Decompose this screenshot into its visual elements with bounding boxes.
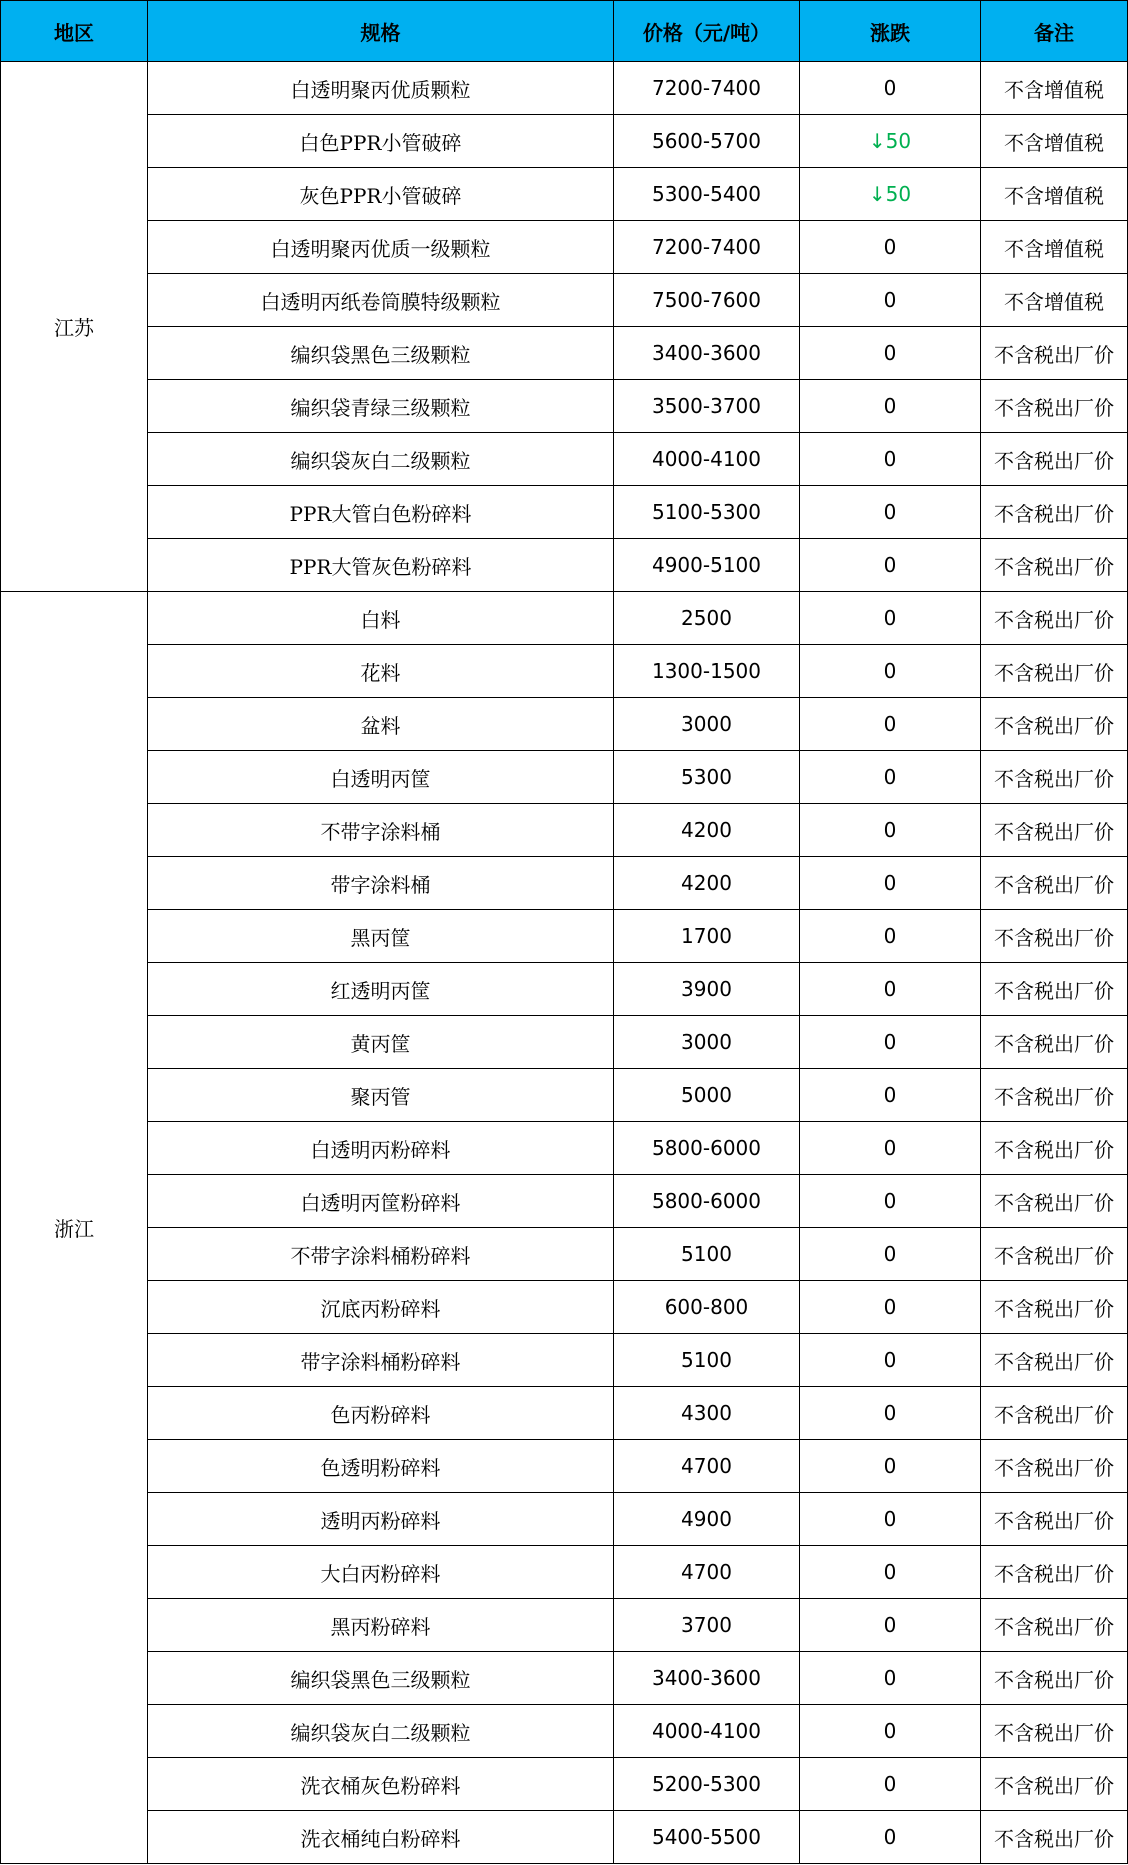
change-cell: 0 bbox=[800, 804, 981, 857]
table-row bbox=[1, 698, 1128, 751]
header-note: 备注 bbox=[981, 1, 1128, 62]
note-cell: 不含税出厂价 bbox=[981, 1387, 1128, 1440]
header-row bbox=[1, 1, 1128, 62]
table-row bbox=[1, 1387, 1128, 1440]
table-row bbox=[1, 274, 1128, 327]
note-cell: 不含增值税 bbox=[981, 221, 1128, 274]
region-cell: 浙江 bbox=[1, 592, 148, 1864]
table-row bbox=[1, 592, 1128, 645]
price-cell: 5800-6000 bbox=[614, 1175, 800, 1228]
table-row bbox=[1, 115, 1128, 168]
table-row bbox=[1, 486, 1128, 539]
change-cell: 0 bbox=[800, 1705, 981, 1758]
spec-cell: 红透明丙筐 bbox=[148, 963, 614, 1016]
change-cell: 0 bbox=[800, 1440, 981, 1493]
change-cell: 0 bbox=[800, 380, 981, 433]
price-cell: 4700 bbox=[614, 1440, 800, 1493]
note-cell: 不含税出厂价 bbox=[981, 963, 1128, 1016]
note-cell: 不含税出厂价 bbox=[981, 804, 1128, 857]
spec-cell: 编织袋黑色三级颗粒 bbox=[148, 327, 614, 380]
price-cell: 7200-7400 bbox=[614, 221, 800, 274]
price-cell: 3900 bbox=[614, 963, 800, 1016]
change-cell: 0 bbox=[800, 857, 981, 910]
note-cell: 不含税出厂价 bbox=[981, 1069, 1128, 1122]
note-cell: 不含税出厂价 bbox=[981, 1652, 1128, 1705]
spec-cell: 白透明丙粉碎料 bbox=[148, 1122, 614, 1175]
price-cell: 3000 bbox=[614, 1016, 800, 1069]
table-row bbox=[1, 327, 1128, 380]
header-region: 地区 bbox=[1, 1, 148, 62]
spec-cell: 不带字涂料桶粉碎料 bbox=[148, 1228, 614, 1281]
price-cell: 5600-5700 bbox=[614, 115, 800, 168]
table-row bbox=[1, 539, 1128, 592]
table-row bbox=[1, 963, 1128, 1016]
change-cell: 0 bbox=[800, 62, 981, 115]
table-row bbox=[1, 1705, 1128, 1758]
table-row bbox=[1, 1811, 1128, 1864]
note-cell: 不含税出厂价 bbox=[981, 433, 1128, 486]
spec-cell: 灰色PPR小管破碎 bbox=[148, 168, 614, 221]
table-row bbox=[1, 1122, 1128, 1175]
change-cell: 0 bbox=[800, 1758, 981, 1811]
spec-cell: 编织袋黑色三级颗粒 bbox=[148, 1652, 614, 1705]
table-row bbox=[1, 910, 1128, 963]
change-cell: 0 bbox=[800, 963, 981, 1016]
spec-cell: PPR大管灰色粉碎料 bbox=[148, 539, 614, 592]
note-cell: 不含增值税 bbox=[981, 115, 1128, 168]
price-cell: 5300-5400 bbox=[614, 168, 800, 221]
change-cell: 0 bbox=[800, 1069, 981, 1122]
spec-cell: 带字涂料桶 bbox=[148, 857, 614, 910]
spec-cell: 白料 bbox=[148, 592, 614, 645]
spec-cell: 花料 bbox=[148, 645, 614, 698]
price-cell: 600-800 bbox=[614, 1281, 800, 1334]
price-cell: 4200 bbox=[614, 857, 800, 910]
note-cell: 不含税出厂价 bbox=[981, 486, 1128, 539]
spec-cell: 黑丙筐 bbox=[148, 910, 614, 963]
table-row bbox=[1, 857, 1128, 910]
note-cell: 不含增值税 bbox=[981, 62, 1128, 115]
table-row bbox=[1, 1016, 1128, 1069]
spec-cell: 编织袋灰白二级颗粒 bbox=[148, 1705, 614, 1758]
price-cell: 4900-5100 bbox=[614, 539, 800, 592]
change-cell: 0 bbox=[800, 1122, 981, 1175]
note-cell: 不含税出厂价 bbox=[981, 857, 1128, 910]
note-cell: 不含税出厂价 bbox=[981, 1334, 1128, 1387]
table-row bbox=[1, 1546, 1128, 1599]
note-cell: 不含税出厂价 bbox=[981, 1758, 1128, 1811]
spec-cell: 大白丙粉碎料 bbox=[148, 1546, 614, 1599]
table-row bbox=[1, 1652, 1128, 1705]
change-cell: 0 bbox=[800, 645, 981, 698]
spec-cell: 带字涂料桶粉碎料 bbox=[148, 1334, 614, 1387]
price-cell: 4700 bbox=[614, 1546, 800, 1599]
change-cell: 0 bbox=[800, 592, 981, 645]
change-cell: 0 bbox=[800, 1334, 981, 1387]
change-cell: 0 bbox=[800, 751, 981, 804]
table-body bbox=[1, 62, 1128, 1864]
table-row bbox=[1, 751, 1128, 804]
spec-cell: 编织袋灰白二级颗粒 bbox=[148, 433, 614, 486]
price-cell: 3000 bbox=[614, 698, 800, 751]
note-cell: 不含税出厂价 bbox=[981, 1281, 1128, 1334]
table-row bbox=[1, 62, 1128, 115]
table-row bbox=[1, 1493, 1128, 1546]
spec-cell: 洗衣桶纯白粉碎料 bbox=[148, 1811, 614, 1864]
note-cell: 不含税出厂价 bbox=[981, 1599, 1128, 1652]
spec-cell: 白色PPR小管破碎 bbox=[148, 115, 614, 168]
note-cell: 不含税出厂价 bbox=[981, 327, 1128, 380]
change-cell: 0 bbox=[800, 486, 981, 539]
table-row bbox=[1, 168, 1128, 221]
spec-cell: 色丙粉碎料 bbox=[148, 1387, 614, 1440]
table-row bbox=[1, 1599, 1128, 1652]
change-cell: 0 bbox=[800, 1546, 981, 1599]
change-cell: 0 bbox=[800, 698, 981, 751]
price-cell: 1300-1500 bbox=[614, 645, 800, 698]
table-row bbox=[1, 1069, 1128, 1122]
price-cell: 7500-7600 bbox=[614, 274, 800, 327]
change-cell: ↓50 bbox=[800, 115, 981, 168]
change-cell: 0 bbox=[800, 1493, 981, 1546]
spec-cell: PPR大管白色粉碎料 bbox=[148, 486, 614, 539]
note-cell: 不含税出厂价 bbox=[981, 1705, 1128, 1758]
note-cell: 不含税出厂价 bbox=[981, 1228, 1128, 1281]
price-cell: 3400-3600 bbox=[614, 327, 800, 380]
note-cell: 不含税出厂价 bbox=[981, 1546, 1128, 1599]
note-cell: 不含税出厂价 bbox=[981, 698, 1128, 751]
change-cell: 0 bbox=[800, 1016, 981, 1069]
note-cell: 不含税出厂价 bbox=[981, 1493, 1128, 1546]
price-cell: 5100-5300 bbox=[614, 486, 800, 539]
table-row bbox=[1, 1440, 1128, 1493]
spec-cell: 白透明丙筐粉碎料 bbox=[148, 1175, 614, 1228]
header-spec: 规格 bbox=[148, 1, 614, 62]
note-cell: 不含税出厂价 bbox=[981, 592, 1128, 645]
table-row bbox=[1, 804, 1128, 857]
spec-cell: 黑丙粉碎料 bbox=[148, 1599, 614, 1652]
note-cell: 不含税出厂价 bbox=[981, 751, 1128, 804]
price-cell: 2500 bbox=[614, 592, 800, 645]
price-cell: 5100 bbox=[614, 1228, 800, 1281]
price-cell: 4000-4100 bbox=[614, 1705, 800, 1758]
table-row bbox=[1, 1281, 1128, 1334]
table-row bbox=[1, 1175, 1128, 1228]
price-cell: 3500-3700 bbox=[614, 380, 800, 433]
price-cell: 5100 bbox=[614, 1334, 800, 1387]
note-cell: 不含税出厂价 bbox=[981, 380, 1128, 433]
table-header bbox=[1, 1, 1128, 62]
change-cell: 0 bbox=[800, 274, 981, 327]
table-row bbox=[1, 221, 1128, 274]
spec-cell: 白透明丙纸卷筒膜特级颗粒 bbox=[148, 274, 614, 327]
spec-cell: 色透明粉碎料 bbox=[148, 1440, 614, 1493]
price-cell: 5200-5300 bbox=[614, 1758, 800, 1811]
note-cell: 不含税出厂价 bbox=[981, 910, 1128, 963]
change-cell: 0 bbox=[800, 1175, 981, 1228]
header-change: 涨跌 bbox=[800, 1, 981, 62]
price-cell: 5400-5500 bbox=[614, 1811, 800, 1864]
table-row bbox=[1, 380, 1128, 433]
price-cell: 3400-3600 bbox=[614, 1652, 800, 1705]
change-cell: 0 bbox=[800, 327, 981, 380]
region-cell: 江苏 bbox=[1, 62, 148, 592]
spec-cell: 透明丙粉碎料 bbox=[148, 1493, 614, 1546]
change-cell: 0 bbox=[800, 433, 981, 486]
note-cell: 不含税出厂价 bbox=[981, 1175, 1128, 1228]
change-cell: 0 bbox=[800, 539, 981, 592]
note-cell: 不含税出厂价 bbox=[981, 539, 1128, 592]
spec-cell: 不带字涂料桶 bbox=[148, 804, 614, 857]
price-cell: 5000 bbox=[614, 1069, 800, 1122]
spec-cell: 盆料 bbox=[148, 698, 614, 751]
note-cell: 不含税出厂价 bbox=[981, 1811, 1128, 1864]
table-row bbox=[1, 1228, 1128, 1281]
price-cell: 4200 bbox=[614, 804, 800, 857]
price-cell: 4000-4100 bbox=[614, 433, 800, 486]
change-cell: 0 bbox=[800, 221, 981, 274]
change-cell: ↓50 bbox=[800, 168, 981, 221]
price-cell: 1700 bbox=[614, 910, 800, 963]
spec-cell: 编织袋青绿三级颗粒 bbox=[148, 380, 614, 433]
price-cell: 5300 bbox=[614, 751, 800, 804]
price-cell: 5800-6000 bbox=[614, 1122, 800, 1175]
note-cell: 不含增值税 bbox=[981, 168, 1128, 221]
price-cell: 7200-7400 bbox=[614, 62, 800, 115]
change-cell: 0 bbox=[800, 1652, 981, 1705]
note-cell: 不含税出厂价 bbox=[981, 1016, 1128, 1069]
note-cell: 不含增值税 bbox=[981, 274, 1128, 327]
spec-cell: 白透明聚丙优质一级颗粒 bbox=[148, 221, 614, 274]
change-cell: 0 bbox=[800, 1599, 981, 1652]
change-cell: 0 bbox=[800, 910, 981, 963]
header-price: 价格（元/吨） bbox=[614, 1, 800, 62]
change-cell: 0 bbox=[800, 1281, 981, 1334]
price-cell: 4900 bbox=[614, 1493, 800, 1546]
note-cell: 不含税出厂价 bbox=[981, 1440, 1128, 1493]
spec-cell: 洗衣桶灰色粉碎料 bbox=[148, 1758, 614, 1811]
table-row bbox=[1, 645, 1128, 698]
change-cell: 0 bbox=[800, 1811, 981, 1864]
change-cell: 0 bbox=[800, 1387, 981, 1440]
spec-cell: 白透明丙筐 bbox=[148, 751, 614, 804]
price-cell: 4300 bbox=[614, 1387, 800, 1440]
spec-cell: 黄丙筐 bbox=[148, 1016, 614, 1069]
spec-cell: 白透明聚丙优质颗粒 bbox=[148, 62, 614, 115]
price-cell: 3700 bbox=[614, 1599, 800, 1652]
spec-cell: 聚丙管 bbox=[148, 1069, 614, 1122]
spec-cell: 沉底丙粉碎料 bbox=[148, 1281, 614, 1334]
change-cell: 0 bbox=[800, 1228, 981, 1281]
note-cell: 不含税出厂价 bbox=[981, 645, 1128, 698]
table-row bbox=[1, 433, 1128, 486]
note-cell: 不含税出厂价 bbox=[981, 1122, 1128, 1175]
table-row bbox=[1, 1758, 1128, 1811]
table-row bbox=[1, 1334, 1128, 1387]
